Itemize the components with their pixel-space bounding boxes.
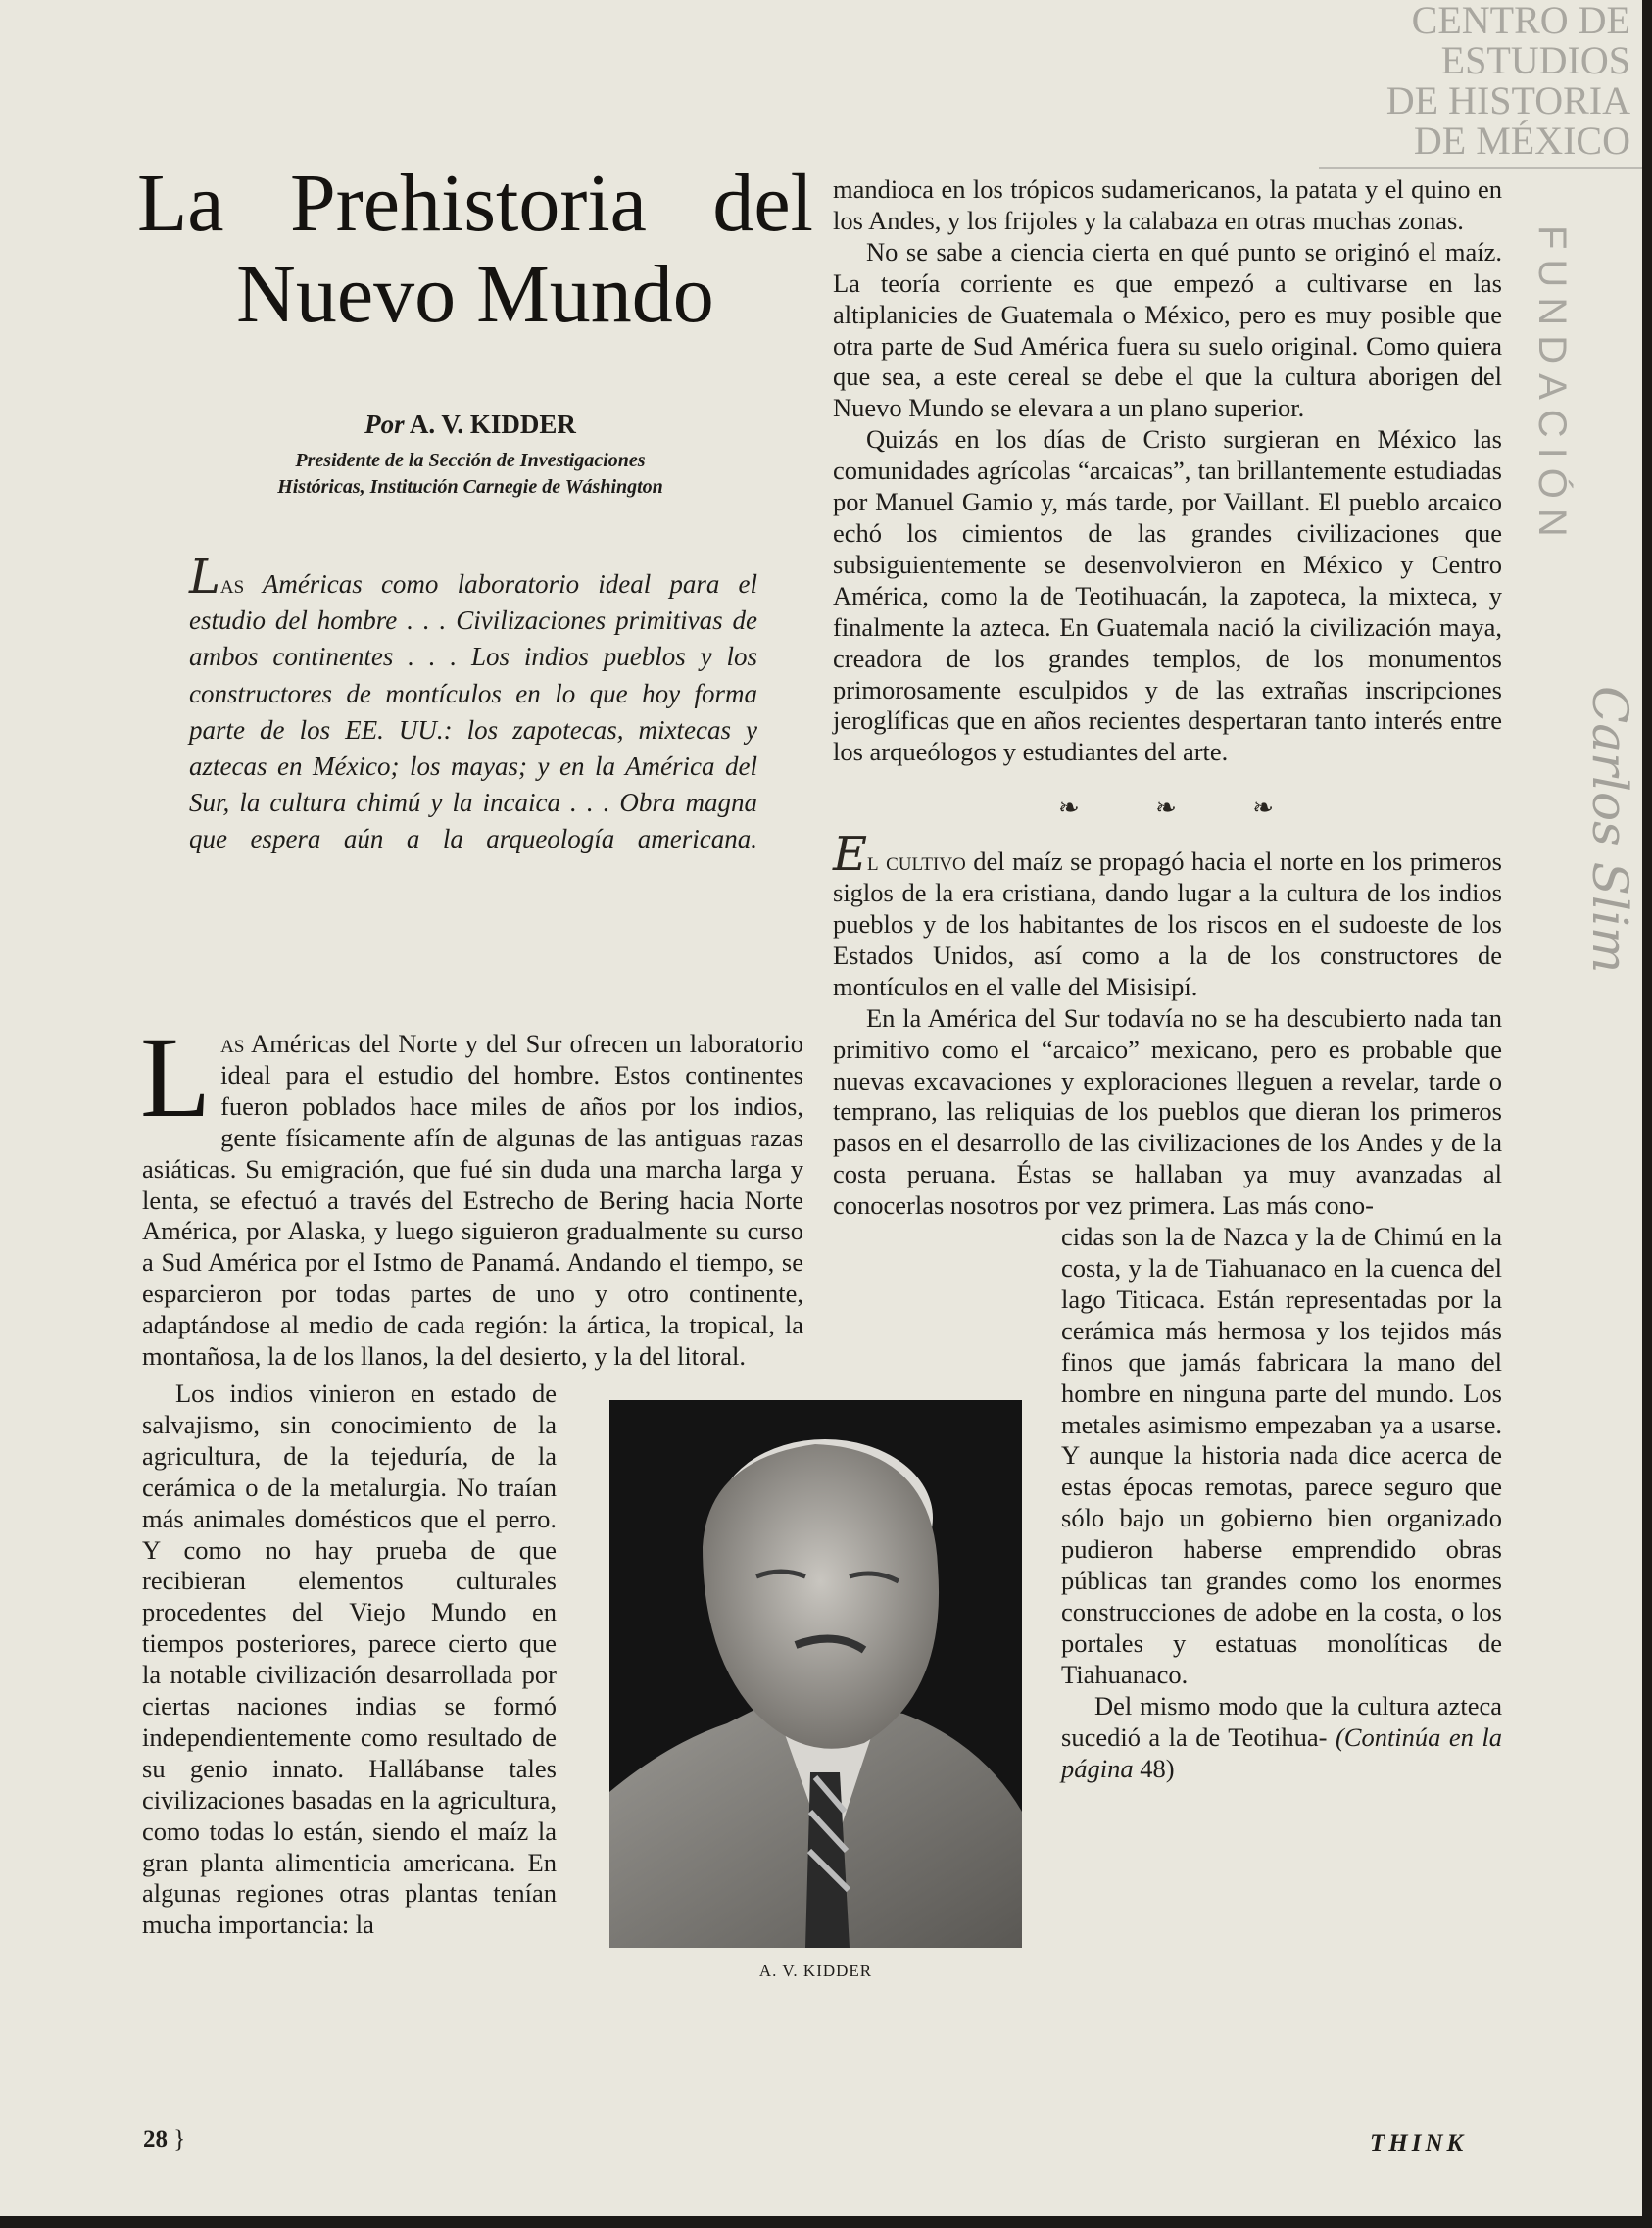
photo-caption: A. V. KIDDER (758, 1961, 873, 1980)
author-name: A. V. KIDDER (409, 410, 576, 439)
intro-summary (189, 550, 757, 858)
body-paragraph: No se sabe a ciencia cierta en qué punto se originó el maíz. La teoría corriente es que empezó a cultivarse en las altiplanicies de Guatemala o México, pero es muy posible que otra parte de Sud América fuera su suelo original. Como quiera que sea, a este cereal se debe el que la cultura aborigen del Nuevo Mundo se elevara a un plano superior. (833, 236, 1502, 423)
fleuron-icon: ❧ (1252, 794, 1274, 823)
section-ornaments (1058, 794, 1274, 823)
watermark-line: ESTUDIOS (1440, 38, 1630, 82)
right-column-narrow (1061, 1222, 1502, 1784)
affiliation-line: Presidente de la Sección de Investigaciones (295, 450, 646, 471)
left-column-top (140, 1013, 803, 1373)
drop-smallcaps: as (220, 1029, 245, 1058)
body-paragraph: Los indios vinieron en estado de salvajismo, sin conocimiento de la agricultura, de la tejeduría, de la cerámica o de la metalurgia. No traían más animales domésticos que el perro. Y como no hay prueba de que recibieran elementos culturales procedentes del Viejo Mundo en tiempos posteriores, parece cierto que la notable civilización desarrollada por ciertas naciones indias se formó independientemente como resultado de su genio innato. Hallábanse tales civilizaciones basadas en la agricultura, como todas lo están, siendo el maíz la gran planta alimenticia americana. En algunas regiones otras plantas tenían mucha importancia: la (142, 1378, 557, 1940)
title-line-2: Nuevo Mundo (236, 249, 714, 340)
watermark-centro-estudios (1319, 0, 1642, 169)
fleuron-icon: ❧ (1058, 794, 1080, 823)
continued-note: (Continúa en la página (1061, 1721, 1502, 1783)
author-affiliation (147, 448, 794, 501)
byline (147, 410, 794, 440)
byline-por: Por (364, 410, 405, 439)
watermark-signature: Carlos Slim (1581, 686, 1638, 974)
body-paragraph (140, 1013, 803, 1373)
paragraph-text: Américas del Norte y del Sur ofrecen un laboratorio ideal para el estudio del hombre. Estos continentes fueron poblados hace miles de años por los indios, gente físicamente afín de algunas de las antiguas razas asiáticas. Su emigración, que fué sin duda una marcha larga y lenta, se efectuó a través del Estrecho de Bering hacia Norte América, por Alaska, y luego siguieron gradualmente su curso a Sud América por el Istmo de Panamá. Andando el tiempo, se esparcieron por todas partes de uno y otro continente, adaptándose al medio de cada región: la ártica, la tropical, la montañosa, la de los llanos, la del desierto, y la del litoral. (142, 1029, 803, 1372)
body-paragraph: cidas son la de Nazca y la de Chimú en la costa, y la de Tiahuanaco en la cuenca del lago Titicaca. Están representadas por la cerámica más hermosa y los tejidos más finos que jamás fabricara la mano del hombre en ninguna parte del mundo. Los metales asimismo empezaban ya a usarse. Y aunque la historia nada dice acerca de estas épocas remotas, parece seguro que sólo bajo un gobierno bien organizado pudieron haberse emprendido obras públicas tan grandes como los enormes construcciones de adobe en la costa, o los portales y estatuas monolíticas de Tiahuanaco. (1061, 1222, 1502, 1689)
affiliation-line: Históricas, Institución Carnegie de Wáshington (277, 476, 663, 498)
watermark-fundacion: FUNDACIÓN (1531, 225, 1574, 547)
body-paragraph: En la América del Sur todavía no se ha descubierto nada tan primitivo como el “arcaico” mexicano, pero es probable que nuevas excavaciones y exploraciones lleguen a revelar, tarde o temprano, las reliquias de los pueblos que dieran los primeros pasos en el desarrollo de las civilizaciones de los Andes y de la costa peruana. Éstas se hallaban ya muy avanzadas al conocerlas nosotros por vez primera. Las más cono- (833, 1002, 1502, 1221)
intro-text: Américas como laboratorio ideal para el estudio del hombre . . . Civilizaciones primitivas de ambos continentes . . . Los indios pueblos y los constructores de montículos en lo que hoy forma parte de los EE. UU.: los zapotecas, mixtecas y aztecas en México; los mayas; y en la América del Sur, la cultura chimú y la incaica . . . Obra magna que espera aún a la arqueología americana. (189, 569, 757, 854)
fleuron-icon: ❧ (1155, 794, 1177, 823)
paragraph-text: Del mismo modo que la cultura azteca sucedió a la de Teotihua- (1061, 1690, 1502, 1752)
body-paragraph (833, 827, 1502, 1003)
section-initial: E (833, 827, 868, 883)
paragraph-text: del maíz se propagó hacia el norte en los primeros siglos de la era cristiana, dando lugar a la cultura de los indios pueblos y de los habitantes de los riscos en el sudoeste de los Estados Unidos, así como a la de los constructores de montículos en el valle del Misisipí. (833, 847, 1502, 1001)
body-paragraph: mandioca en los trópicos sudamericanos, la patata y el quino en los Andes, y los frijoles y la calabaza en otras muchas zonas. (833, 174, 1502, 235)
page-number (143, 2126, 185, 2154)
page-number-text: 28 (143, 2126, 168, 2153)
continued-page: 48) (1140, 1753, 1175, 1783)
intro-initial: L (189, 550, 220, 605)
title-line-1: La Prehistoria del (137, 158, 813, 249)
watermark-line: DE HISTORIA (1385, 78, 1630, 122)
intro-smallcaps: as (219, 569, 245, 599)
watermark-text (1319, 0, 1642, 161)
left-column-narrow (142, 1379, 557, 1941)
body-paragraph: Quizás en los días de Cristo surgieran en México las comunidades agrícolas “arcaicas”, tan brillantemente estudiadas por Manuel Gamio y, más tarde, por Vaillant. El pueblo arcaico echó los cimientos de las grandes civilizaciones que subsiguientemente se desenvolvieron en México y Centro América, como la de Teotihuacán, la zapoteca, la mixteca, y finalmente la azteca. En Guatemala nació la civilización maya, creadora de los grandes templos, de los monumentos primorosamente esculpidos y de las extrañas inscripciones jeroglíficas que en años recientes despertaran tanto interés entre los arqueólogos y estudiantes del arte. (833, 424, 1502, 767)
drop-cap: L (140, 1013, 212, 1141)
page-bracket: } (173, 2126, 186, 2153)
watermark-line: DE MÉXICO (1413, 119, 1630, 163)
body-paragraph (1061, 1691, 1502, 1785)
magazine-name: THINK (1370, 2130, 1468, 2156)
right-column (833, 174, 1502, 1784)
watermark-line: CENTRO DE (1411, 0, 1630, 42)
section-smallcaps: l cultivo (867, 847, 966, 877)
